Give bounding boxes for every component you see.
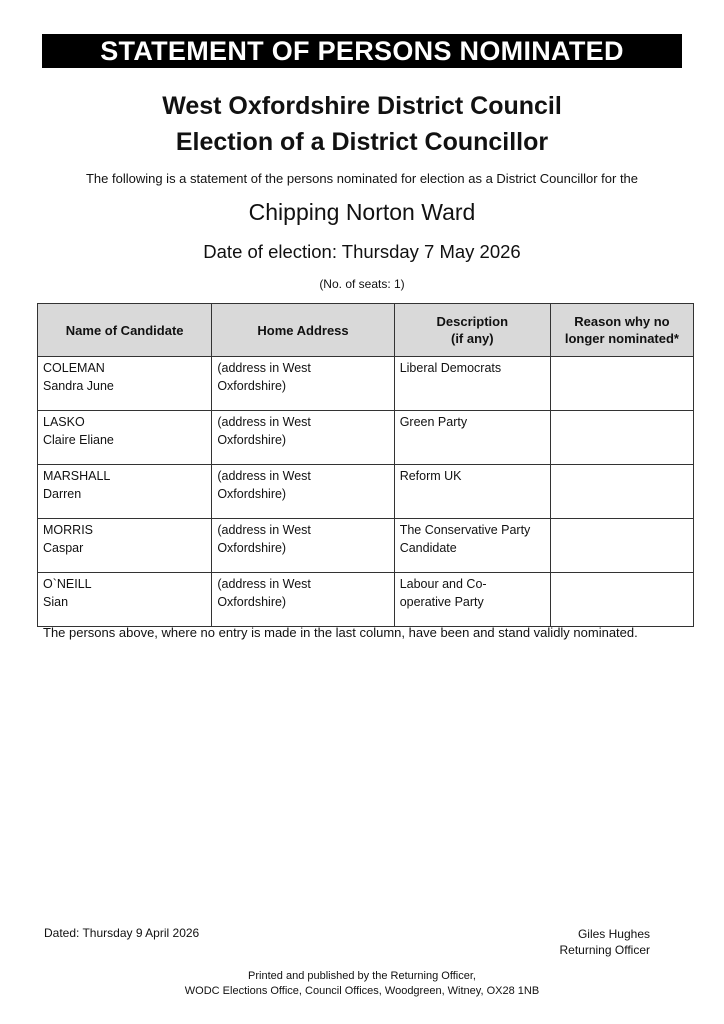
- address-line: (address in West: [217, 577, 311, 591]
- candidate-name-cell: [38, 357, 212, 411]
- ward-name: Chipping Norton Ward: [248, 199, 476, 225]
- candidate-surname: O`NEILL: [43, 577, 92, 591]
- candidate-address-cell: [212, 465, 394, 519]
- table-row: [38, 357, 694, 411]
- description-line: Labour and Co-: [399, 577, 487, 591]
- table-row: [38, 573, 694, 627]
- candidate-reason-cell: [550, 411, 693, 465]
- description-line: operative Party: [399, 594, 484, 609]
- candidate-description-cell: [394, 357, 550, 411]
- candidate-reason-cell: [550, 573, 693, 627]
- candidate-name-cell: [38, 519, 212, 573]
- description-line: Green Party: [399, 415, 468, 429]
- address-line: (address in West: [217, 415, 311, 429]
- table-row: [38, 411, 694, 465]
- address-line: (address in West: [217, 361, 311, 375]
- table-header-row: [38, 304, 694, 357]
- candidate-description-cell: [394, 411, 550, 465]
- candidate-forenames: Claire Eliane: [43, 432, 114, 447]
- candidate-name-cell: [38, 465, 212, 519]
- candidate-surname: COLEMAN: [43, 361, 105, 375]
- candidate-description-cell: [394, 519, 550, 573]
- dated-line: Dated: Thursday 9 April 2026: [44, 926, 200, 940]
- imprint: [0, 969, 724, 999]
- council-title: West Oxfordshire District Council: [162, 92, 562, 120]
- imprint-line: Printed and published by the Returning Officer,: [248, 970, 476, 982]
- candidate-name-cell: [38, 573, 212, 627]
- intro-text: The following is a statement of the persons nominated for election as a District Councillor for the: [85, 171, 639, 186]
- nominations-table: [37, 303, 694, 627]
- election-date: Date of election: Thursday 7 May 2026: [203, 241, 521, 262]
- seats-count: (No. of seats: 1): [319, 277, 405, 291]
- address-line: Oxfordshire): [217, 486, 287, 501]
- header-address-label: Home Address: [257, 322, 349, 338]
- header-reason: [550, 304, 693, 357]
- candidate-forenames: Darren: [43, 486, 82, 501]
- candidate-forenames: Sandra June: [43, 378, 114, 393]
- officer-title: Returning Officer: [559, 943, 650, 957]
- candidate-description-cell: [394, 573, 550, 627]
- candidate-address-cell: [212, 519, 394, 573]
- address-line: Oxfordshire): [217, 378, 287, 393]
- table-row: [38, 519, 694, 573]
- table-row: [38, 465, 694, 519]
- address-line: (address in West: [217, 523, 311, 537]
- candidate-reason-cell: [550, 357, 693, 411]
- header-description: [394, 304, 550, 357]
- candidate-reason-cell: [550, 465, 693, 519]
- header-address: [212, 304, 394, 357]
- address-line: Oxfordshire): [217, 432, 287, 447]
- candidate-forenames: Caspar: [43, 540, 84, 555]
- candidate-address-cell: [212, 357, 394, 411]
- candidate-address-cell: [212, 411, 394, 465]
- header-name-label: Name of Candidate: [65, 322, 184, 338]
- address-line: Oxfordshire): [217, 540, 287, 555]
- address-line: Oxfordshire): [217, 594, 287, 609]
- officer-name: Giles Hughes: [577, 927, 650, 941]
- candidate-description-cell: [394, 465, 550, 519]
- description-line: Liberal Democrats: [399, 361, 502, 375]
- imprint-address: WODC Elections Office, Council Offices, Woodgreen, Witney, OX28 1NB: [184, 985, 540, 997]
- candidate-surname: MARSHALL: [43, 469, 111, 483]
- candidate-surname: MORRIS: [43, 523, 93, 537]
- validity-note: The persons above, where no entry is made in the last column, have been and stand validly nominated.: [43, 625, 638, 640]
- description-line: Candidate: [399, 540, 457, 555]
- header-reason-label: Reason why no: [574, 314, 670, 329]
- header-description-label: Description: [436, 314, 509, 329]
- candidate-address-cell: [212, 573, 394, 627]
- address-line: (address in West: [217, 469, 311, 483]
- header-name: [38, 304, 212, 357]
- candidate-forenames: Sian: [43, 594, 69, 609]
- description-line: Reform UK: [399, 469, 462, 483]
- election-title: Election of a District Councillor: [175, 128, 549, 156]
- description-line: The Conservative Party: [399, 523, 531, 537]
- document-banner: STATEMENT OF PERSONS NOMINATED: [42, 34, 682, 68]
- header-reason-sublabel: longer nominated*: [564, 331, 679, 346]
- candidate-reason-cell: [550, 519, 693, 573]
- candidate-name-cell: [38, 411, 212, 465]
- header-description-sublabel: (if any): [450, 331, 494, 346]
- returning-officer-block: [560, 926, 651, 958]
- candidate-surname: LASKO: [43, 415, 85, 429]
